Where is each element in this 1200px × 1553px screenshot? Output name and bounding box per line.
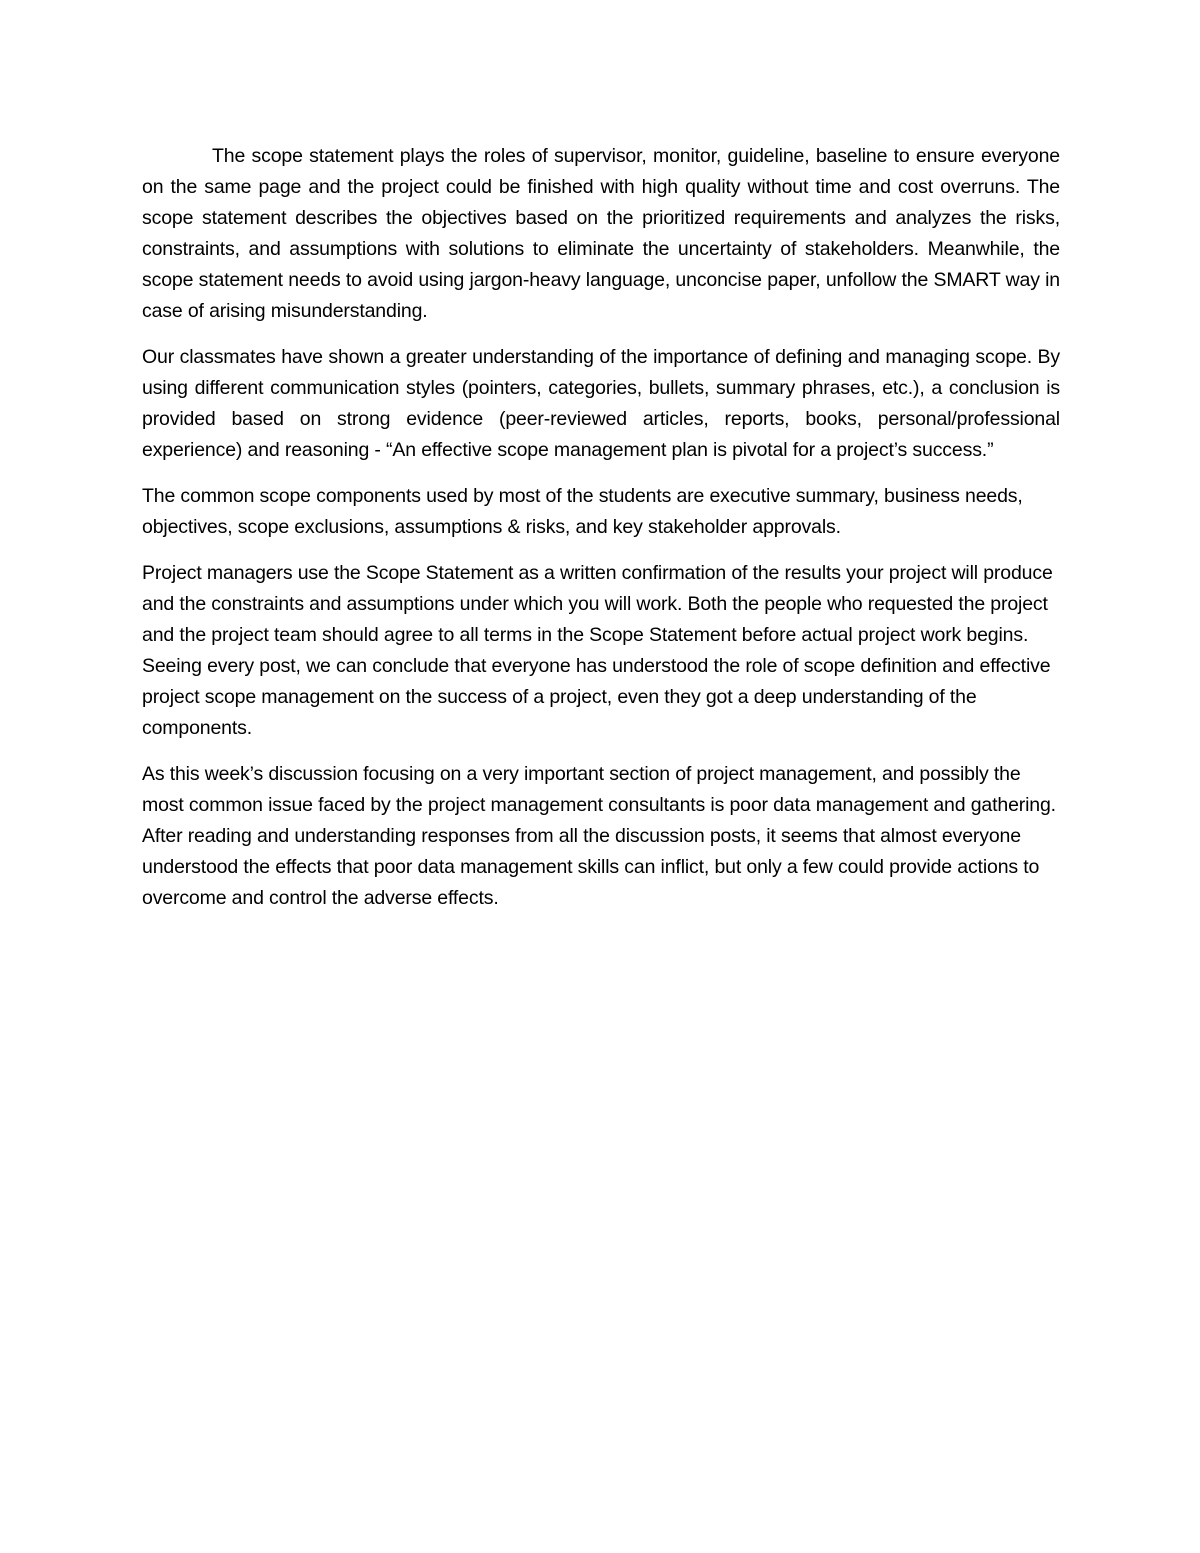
paragraph-weekly-discussion: As this week’s discussion focusing on a very important section of project management, and possibly the most common issue faced by the project management consultants is poor data management and gathering. After reading and understanding responses from all the discussion posts, it seems that almost everyone understood the effects that poor data management skills can inflict, but only a few could provide actions to overcome and control the adverse effects. bbox=[142, 763, 1056, 909]
paragraph-common-components: The common scope components used by most of the students are executive summary, business needs, objectives, scope exclusions, assumptions & risks, and key stakeholder approvals. bbox=[142, 485, 1023, 538]
paragraph-scope-statement-roles: The scope statement plays the roles of supervisor, monitor, guideline, baseline to ensure everyone on the same page and the project could be finished with high quality without time and cost overruns. The scope statement describes the objectives based on the prioritized requirements and analyzes the risks, constraints, and assumptions with solutions to eliminate the uncertainty of stakeholders. Meanwhile, the scope statement needs to avoid using jargon-heavy language, unconcise paper, unfollow the SMART way in case of arising misunderstanding. bbox=[142, 145, 1060, 322]
paragraph-classmates-understanding: Our classmates have shown a greater understanding of the importance of defining and managing scope. By using different communication styles (pointers, categories, bullets, summary phrases, etc.), a conclusion is provided based on strong evidence (peer-reviewed articles, reports, books, personal/professional experience) and reasoning - “An effective scope management plan is pivotal for a project’s success.” bbox=[142, 346, 1060, 461]
document-body bbox=[142, 141, 1060, 929]
paragraph-project-managers: Project managers use the Scope Statement as a written confirmation of the results your project will produce and the constraints and assumptions under which you will work. Both the people who requested the project and the project team should agree to all terms in the Scope Statement before actual project work begins. Seeing every post, we can conclude that everyone has understood the role of scope definition and effective project scope management on the success of a project, even they got a deep understanding of the components. bbox=[142, 562, 1053, 739]
